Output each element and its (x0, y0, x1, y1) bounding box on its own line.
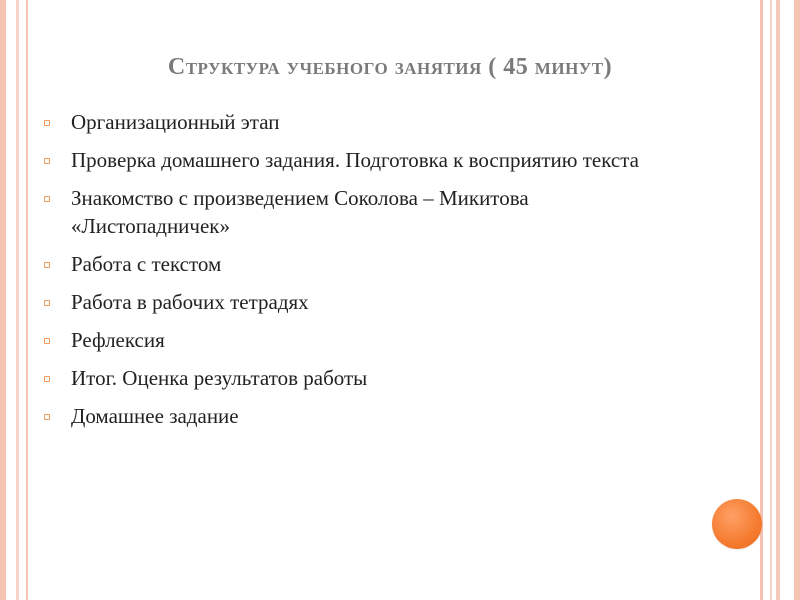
right-frame-decoration (760, 0, 800, 600)
list-item-text: Знакомство с произведением Соколова – Микитова «Листопадничек» (71, 186, 529, 238)
bullet-icon (44, 262, 50, 268)
list-item-text: Домашнее задание (71, 404, 239, 428)
right-frame-stripe-thin (770, 0, 772, 600)
list-item-text: Организационный этап (71, 110, 280, 134)
bullet-icon (44, 376, 50, 382)
list-item (44, 146, 684, 174)
list-item-text: Проверка домашнего задания. Подготовка к восприятию текста (71, 148, 639, 172)
list-item (44, 184, 684, 240)
list-item-text: Работа с текстом (71, 252, 222, 276)
bullet-icon (44, 120, 50, 126)
list-item (44, 250, 684, 278)
list-item (44, 288, 684, 316)
bullet-list (44, 108, 684, 440)
bullet-icon (44, 158, 50, 164)
list-item-text: Работа в рабочих тетрадях (71, 290, 309, 314)
right-frame-stripe (776, 0, 780, 600)
list-item-text: Итог. Оценка результатов работы (71, 366, 368, 390)
list-item-text: Рефлексия (71, 328, 165, 352)
list-item (44, 402, 684, 430)
bullet-icon (44, 414, 50, 420)
bullet-icon (44, 300, 50, 306)
list-item (44, 108, 684, 136)
list-item (44, 364, 684, 392)
slide-title: Структура учебного занятия ( 45 минут) (167, 54, 613, 80)
left-frame-stripe (16, 0, 19, 600)
left-frame-decoration (0, 0, 28, 600)
orange-circle-decoration (712, 499, 762, 549)
list-item (44, 326, 684, 354)
bullet-icon (44, 338, 50, 344)
bullet-icon (44, 196, 50, 202)
